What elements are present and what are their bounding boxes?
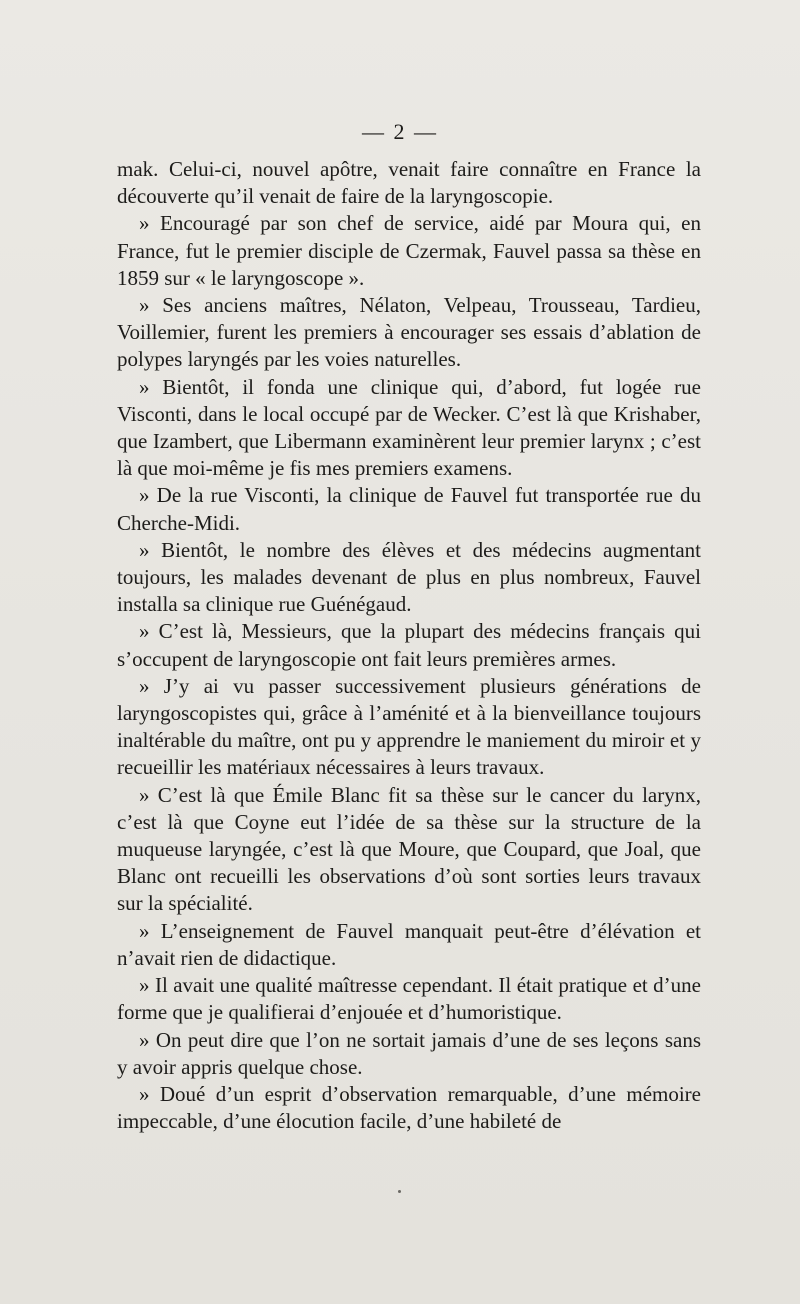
body-text bbox=[117, 156, 701, 1135]
paragraph: » On peut dire que l’on ne sortait jamais d’une de ses leçons sans y avoir appris quelque chose. bbox=[117, 1027, 701, 1079]
paragraph: » Bientôt, le nombre des élèves et des médecins augmentant toujours, les malades devenant de plus en plus nombreux, Fauvel installa sa clinique rue Guénégaud. bbox=[117, 537, 701, 617]
paragraph: » J’y ai vu passer successivement plusieurs générations de laryngoscopistes qui, grâce à l’aménité et à la bienveillance toujours inaltérable du maître, ont pu y apprendre le maniement du miroir et y recueillir les matériaux nécessaires à leurs travaux. bbox=[117, 673, 701, 780]
paper-speck bbox=[398, 1190, 401, 1193]
paragraph: » Doué d’un esprit d’observation remarquable, d’une mémoire impeccable, d’une élocution facile, d’une habileté de bbox=[117, 1081, 701, 1134]
paragraph: » De la rue Visconti, la clinique de Fauvel fut transportée rue du Cherche-Midi. bbox=[117, 483, 701, 535]
page-number: — 2 — bbox=[362, 119, 438, 144]
paragraph: » L’enseignement de Fauvel manquait peut-être d’élévation et n’avait rien de didactique. bbox=[117, 918, 701, 970]
paragraph: » Bientôt, il fonda une clinique qui, d’abord, fut logée rue Visconti, dans le local occupé par de Wecker. C’est là que Krishaber, que Izambert, que Libermann examinèrent leur premier larynx ; c’est là que moi-même je fis mes premiers examens. bbox=[117, 374, 701, 481]
paragraph: » Encouragé par son chef de service, aidé par Moura qui, en France, fut le premier disciple de Czermak, Fauvel passa sa thèse en 1859 sur « le laryngoscope ». bbox=[117, 211, 701, 290]
paragraph: » Il avait une qualité maîtresse cependant. Il était pratique et d’une forme que je qualifierai d’enjouée et d’humoristique. bbox=[117, 973, 701, 1025]
paragraph: » C’est là que Émile Blanc fit sa thèse sur le cancer du larynx, c’est là que Coyne eut l’idée de sa thèse sur la structure de la muqueuse laryngée, c’est là que Moure, que Coupard, que Joal, que Blanc ont recueilli les observations d’où sont sorties leurs travaux sur la spécialité. bbox=[117, 782, 701, 916]
paragraph: » Ses anciens maîtres, Nélaton, Velpeau, Trousseau, Tardieu, Voillemier, furent les premiers à encourager ses essais d’ablation de polypes laryngés par les voies naturelles. bbox=[117, 293, 701, 372]
paragraph: mak. Celui-ci, nouvel apôtre, venait faire connaître en France la découverte qu’il venait de faire de la laryngoscopie. bbox=[117, 157, 701, 209]
paragraph: » C’est là, Messieurs, que la plupart des médecins français qui s’occupent de laryngoscopie ont fait leurs premières armes. bbox=[117, 619, 701, 671]
